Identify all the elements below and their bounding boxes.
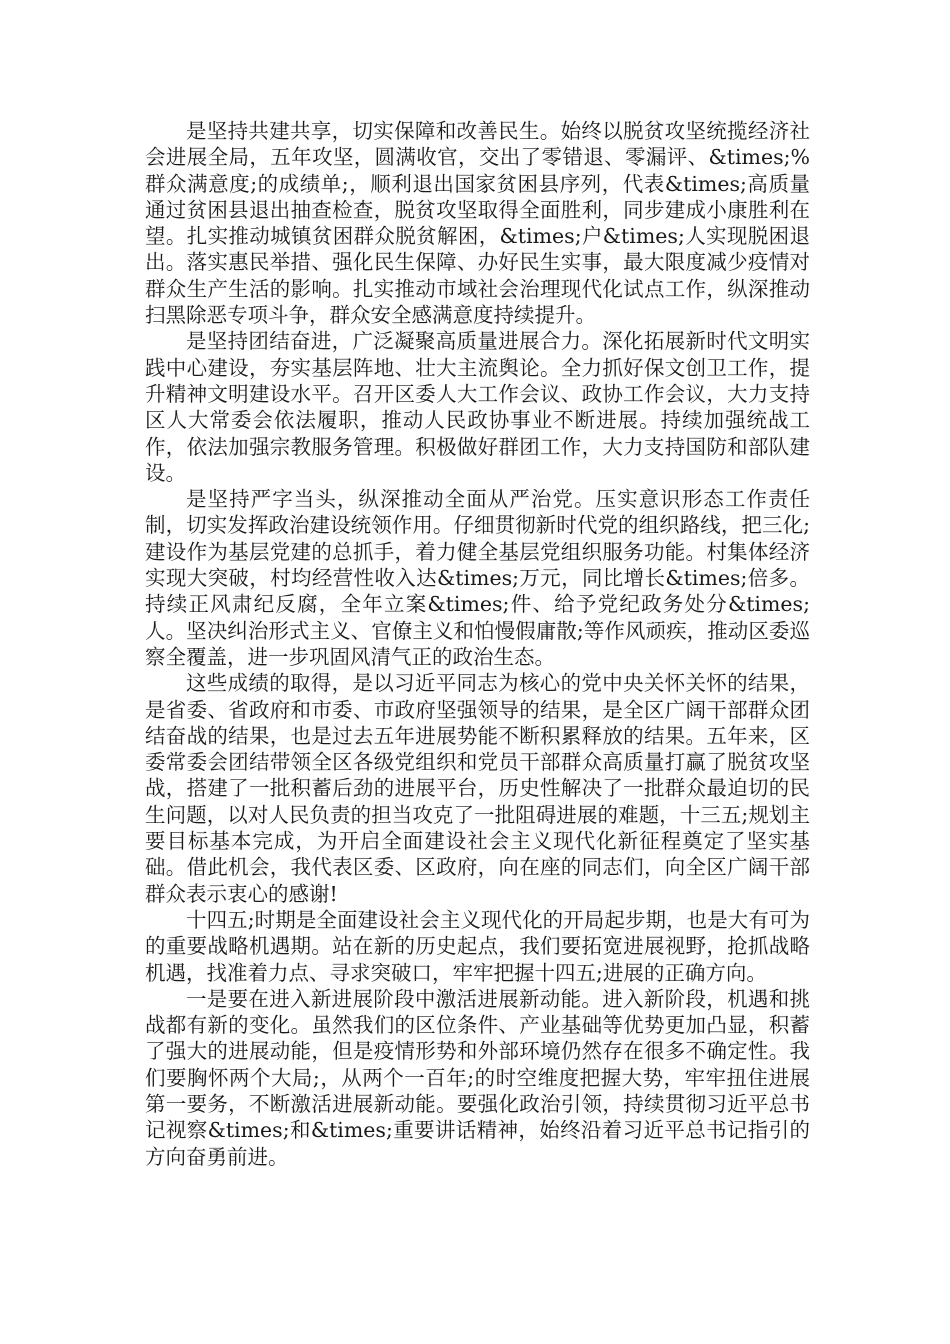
paragraph-achievements: 这些成绩的取得，是以习近平同志为核心的党中央关怀关怀的结果，是省委、省政府和市委、市政府坚强领导的结果，是全区广阔干部群众团结奋战的结果，也是过去五年进展势能不断积累释放的结果。五年来，区委常委会团结带领全区各级党组织和党员干部群众高质量打赢了脱贫攻坚战，搭建了一批积蓄后劲的进展平台，历史性解决了一批群众最迫切的民生问题，以对人民负责的担当攻克了一批阻碍进展的难题，十三五;规划主要目标基本完成，为开启全面建设社会主义现代化新征程奠定了坚实基础。借此机会，我代表区委、区政府，向在座的同志们，向全区广阔干部群众表示衷心的感谢! bbox=[145, 671, 810, 906]
paragraph-new-momentum: 一是要在进入新进展阶段中激活进展新动能。进入新阶段，机遇和挑战都有新的变化。虽然我们的区位条件、产业基础等优势更加凸显，积蓄了强大的进展动能，但是疫情形势和外部环境仍然存在很多不确定性。我们要胸怀两个大局;，从两个一百年;的时空维度把握大势，牢牢扭住进展第一要务，不断激活进展新动能。要强化政治引领，持续贯彻习近平总书记视察&times;和&times;重要讲话精神，始终沿着习近平总书记指引的方向奋勇前进。 bbox=[145, 986, 810, 1169]
paragraph-unity: 是坚持团结奋进，广泛凝聚高质量进展合力。深化拓展新时代文明实践中心建设，夯实基层阵地、壮大主流舆论。全力抓好保文创卫工作，提升精神文明建设水平。召开区委人大工作会议、政协工作会议，大力支持区人大常委会依法履职，推动人民政协事业不断进展。持续加强统战工作，依法加强宗教服务管理。积极做好群团工作，大力支持国防和部队建设。 bbox=[145, 329, 810, 485]
document-body bbox=[145, 118, 810, 1170]
paragraph-party-discipline: 是坚持严字当头，纵深推动全面从严治党。压实意识形态工作责任制，切实发挥政治建设统领作用。仔细贯彻新时代党的组织路线，把三化;建设作为基层党建的总抓手，着力健全基层党组织服务功能。村集体经济实现大突破，村均经营性收入达&times;万元，同比增长&times;倍多。持续正风肃纪反腐，全年立案&times;件、给予党纪政务处分&times;人。坚决纠治形式主义、官僚主义和怕慢假庸散;等作风顽疾，推动区委巡察全覆盖，进一步巩固风清气正的政治生态。 bbox=[145, 487, 810, 669]
paragraph-fourteenth-plan: 十四五;时期是全面建设社会主义现代化的开局起步期，也是大有可为的重要战略机遇期。站在新的历史起点，我们要拓宽进展视野，抢抓战略机遇，找准着力点、寻求突破口，牢牢把握十四五;进展的正确方向。 bbox=[145, 907, 810, 985]
paragraph-livelihood: 是坚持共建共享，切实保障和改善民生。始终以脱贫攻坚统揽经济社会进展全局，五年攻坚，圆满收官，交出了零错退、零漏评、&times;%群众满意度;的成绩单;，顺利退出国家贫困县序列，代表&times;高质量通过贫困县退出抽查检查，脱贫攻坚取得全面胜利，同步建成小康胜利在望。扎实推动城镇贫困群众脱贫解困，&times;户&times;人实现脱困退出。落实惠民举措、强化民生保障、办好民生实事，最大限度减少疫情对群众生产生活的影响。扎实推动市域社会治理现代化试点工作，纵深推动扫黑除恶专项斗争，群众安全感满意度持续提升。 bbox=[145, 119, 810, 328]
